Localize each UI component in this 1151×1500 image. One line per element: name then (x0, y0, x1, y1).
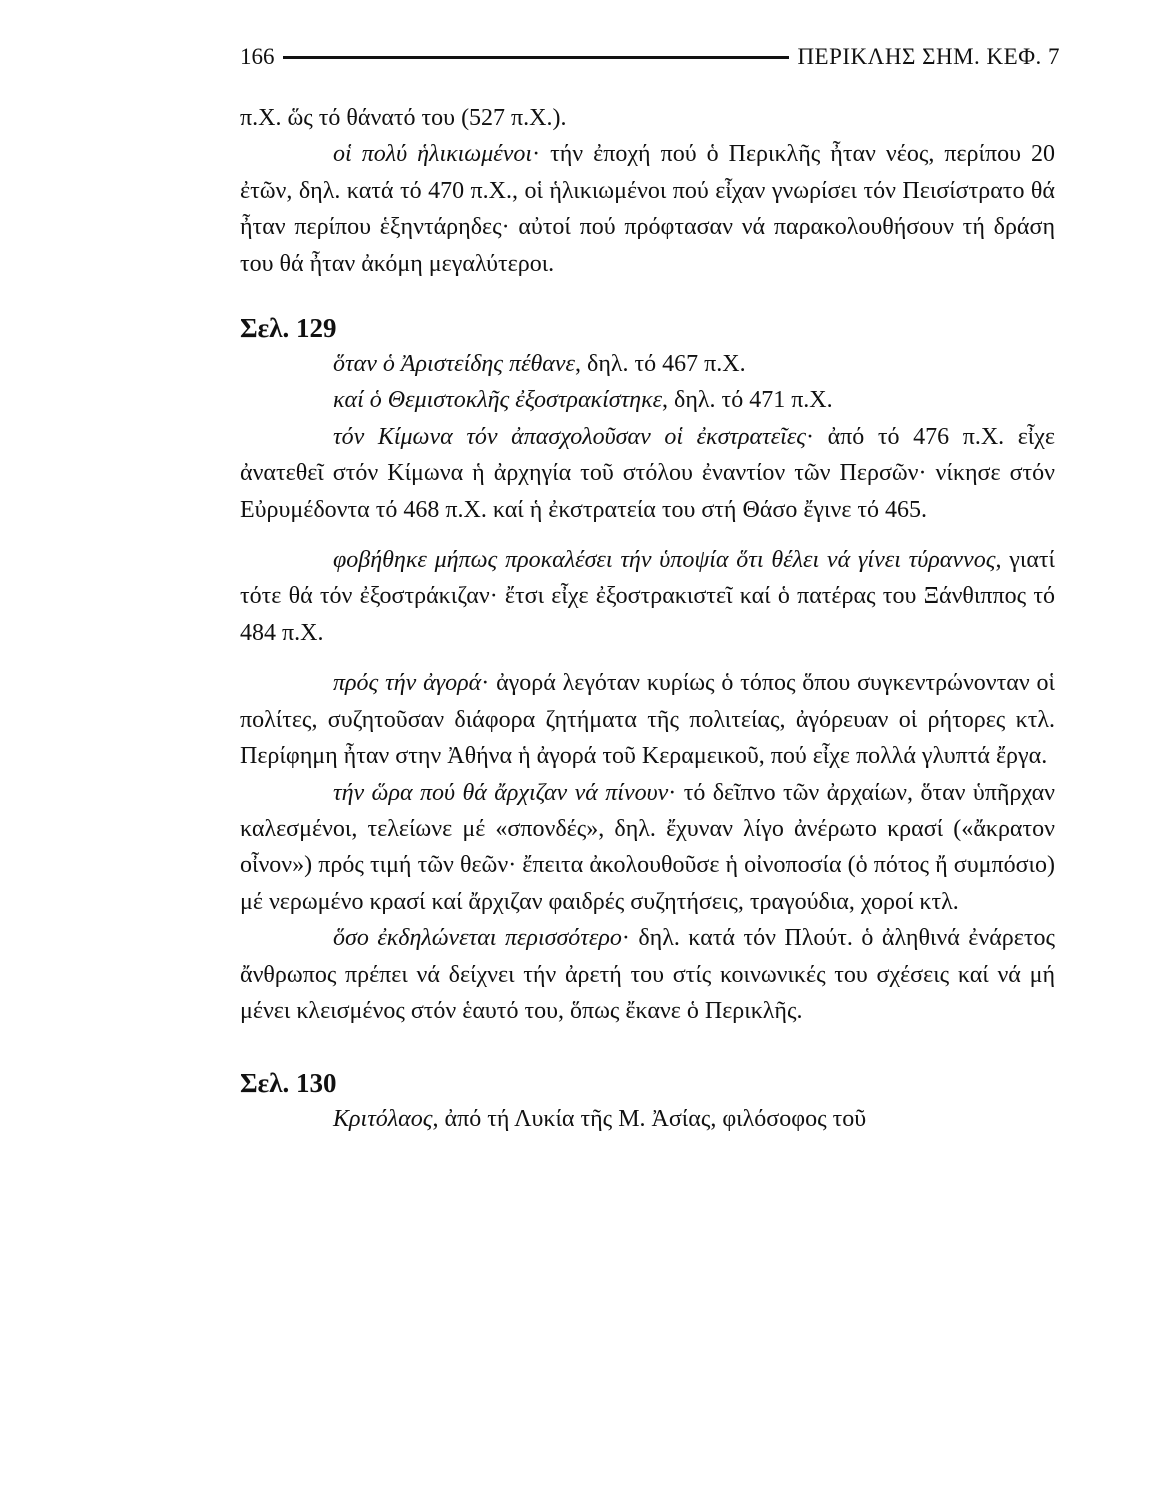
paragraph-continuation: π.Χ. ὥς τό θάνατό του (527 π.Χ.). (240, 105, 567, 131)
header-rule (283, 56, 790, 59)
note-paragraph (240, 665, 1055, 774)
note-term: φοβήθηκε μήπως προκαλέσει τήν ὑποψία ὅτι θέλει νά γίνει τύραννος (333, 547, 996, 574)
note-paragraph (240, 346, 1055, 382)
note-term: οἱ πολύ ἡλικιωμένοι (333, 141, 533, 168)
note-term: τόν Κίμωνα τόν ἀπασχολοῦσαν οἱ ἐκστρατεῖες (333, 423, 807, 450)
note-paragraph (240, 542, 1055, 651)
note-text: · ἀγορά λεγόταν κυρίως ὁ τόπος ὅπου συγκεντρώνονταν οἱ πολίτες, συζητοῦσαν διάφορα ζητήματα τῆς πολιτείας, ἀγόρευαν οἱ ρήτορες κτλ. Περίφημη ἦταν στην Ἀθήνα ἡ ἀγορά τοῦ Κεραμεικοῦ, πού εἶχε πολλά γλυπτά ἔργα. (240, 670, 1055, 770)
note-text: , ἀπό τή Λυκία τῆς Μ. Ἀσίας, φιλόσοφος τοῦ (432, 1106, 867, 1133)
note-paragraph (240, 1101, 1055, 1137)
note-term: Κριτόλαος (333, 1106, 433, 1133)
note-text: · δηλ. κατά τόν Πλούτ. ὁ ἀληθινά ἐνάρετος ἄνθρωπος πρέπει νά δείχνει τήν ἀρετή του στίς κοινωνικές του σχέσεις καί νά μή μένει κλεισμένος στόν ἑαυτό του, ὅπως ἔκανε ὁ Περικλῆς. (240, 925, 1056, 1024)
section-heading-129: Σελ. 129 (240, 313, 337, 344)
note-text: , γιατί τότε θά τόν ἐξοστράκιζαν· ἔτσι εἶχε ἐξοστρακιστεῖ καί ὁ πατέρας του Ξάνθιππος τό 484 π.Χ. (240, 547, 1055, 646)
note-text: , δηλ. τό 471 π.Χ. (662, 387, 833, 414)
note-term: πρός τήν ἀγορά (333, 670, 482, 697)
note-text: · ἀπό τό 476 π.Χ. εἶχε ἀνατεθεῖ στόν Κίμωνα ἡ ἀρχηγία τοῦ στόλου ἐναντίον τῶν Περσῶν· νίκησε στόν Εὐρυμέδοντα τό 468 π.Χ. καί ἡ ἐκστρατεία του στή Θάσο ἔγινε τό 465. (240, 423, 1055, 523)
page-number: 166 (240, 44, 275, 69)
note-term: καί ὁ Θεμιστοκλῆς ἐξοστρακίστηκε (333, 387, 663, 414)
note-term: τήν ὥρα πού θά ἄρχιζαν νά πίνουν (333, 779, 669, 806)
note-paragraph (240, 775, 1055, 921)
section-heading-130: Σελ. 130 (240, 1068, 337, 1099)
note-paragraph (240, 419, 1055, 528)
note-paragraph (240, 136, 1055, 282)
note-term: ὅσο ἐκδηλώνεται περισσότερο (333, 925, 622, 952)
note-text: · τήν ἐποχή πού ὁ Περικλῆς ἦταν νέος, περίπου 20 ἐτῶν, δηλ. κατά τό 470 π.Χ., οἱ ἡλικιωμένοι πού εἶχαν γνωρίσει τόν Πεισίστρατο θά ἦταν περίπου ἑξηντάρηδες· αὐτοί πού πρόφτασαν νά παρακολουθήσουν τή δράση του θά ἦταν ἀκόμη μεγαλύτεροι. (240, 141, 1056, 277)
note-paragraph (240, 920, 1055, 1029)
page-header (240, 40, 1060, 74)
note-paragraph (240, 382, 1055, 418)
running-title: ΠΕΡΙΚΛΗΣ ΣΗΜ. ΚΕΦ. 7 (797, 44, 1060, 69)
note-text: · τό δεῖπνο τῶν ἀρχαίων, ὅταν ὑπῆρχαν καλεσμένοι, τελείωνε μέ «σπονδές», δηλ. ἔχυναν λίγο ἀνέρωτο κρασί («ἄκρατον οἶνον») πρός τιμή τῶν θεῶν· ἔπειτα ἀκολουθοῦσε ἡ οἰνοποσία (ὁ πότος ἤ συμπόσιο) μέ νερωμένο κρασί καί ἄρχιζαν φαιδρές συζητήσεις, τραγούδια, χοροί κτλ. (240, 779, 1055, 915)
note-term: ὅταν ὁ Ἀριστείδης πέθανε (333, 351, 576, 378)
page-body (240, 100, 1055, 1138)
note-text: , δηλ. τό 467 π.Χ. (575, 351, 746, 378)
